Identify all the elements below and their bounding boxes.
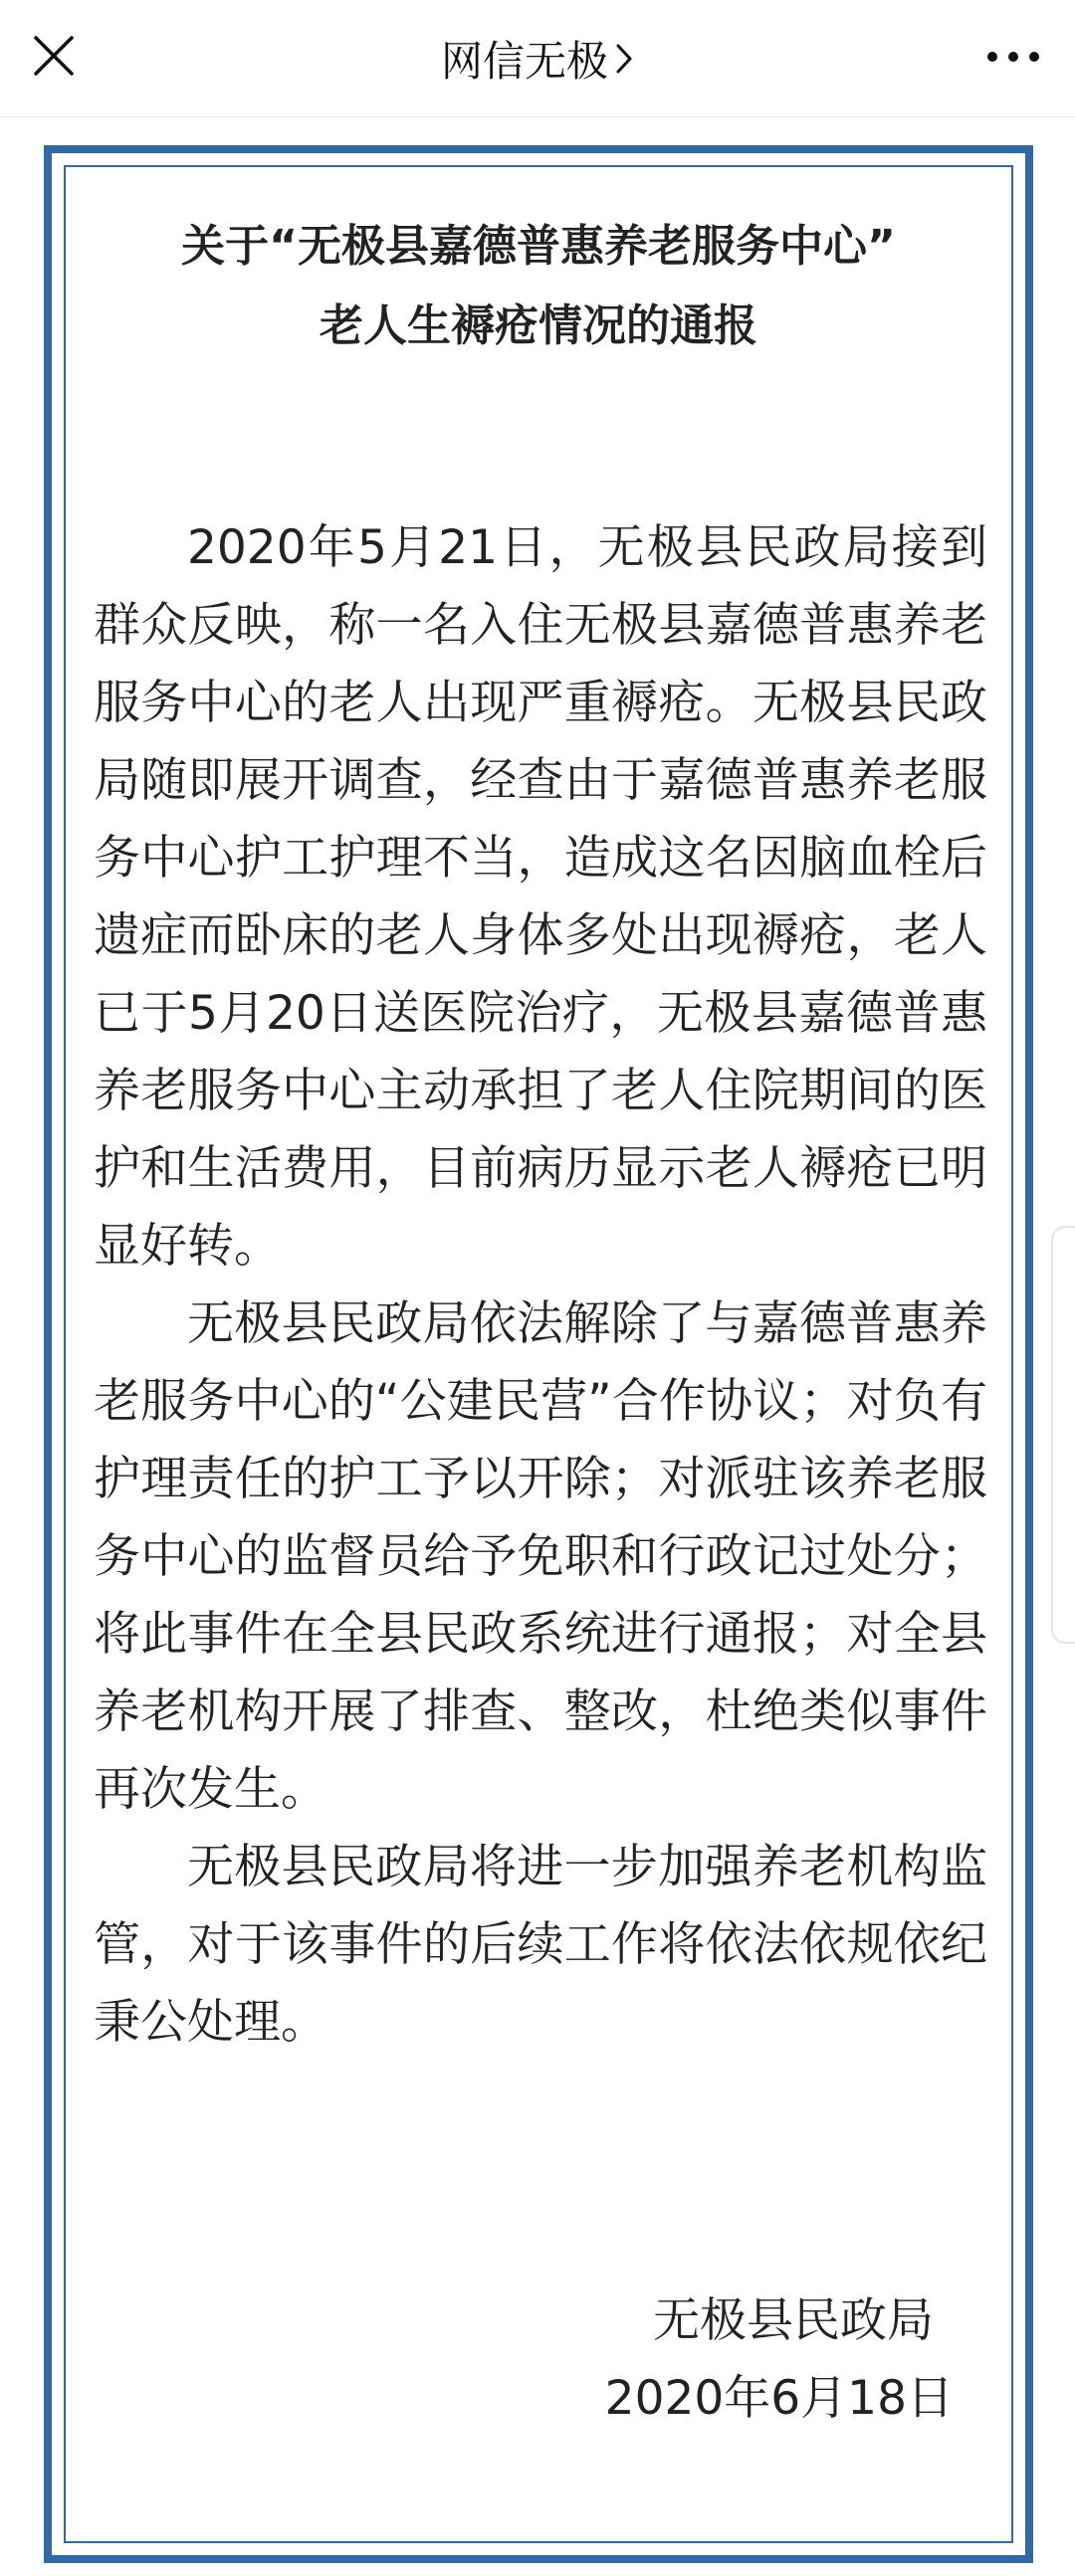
notice-title <box>66 207 1011 366</box>
close-button[interactable] <box>18 20 90 92</box>
notice-frame <box>44 145 1033 2563</box>
nav-title-container <box>0 0 1075 117</box>
notice-inner-border <box>64 165 1013 2543</box>
signature-organization: 无极县民政局 <box>653 2293 934 2348</box>
signature-block <box>605 2282 954 2438</box>
notice-title-line-1: 关于“无极县嘉德普惠养老服务中心” <box>181 221 896 272</box>
body-paragraph-1: 2020年5月21日，无极县民政局接到群众反映，称一名入住无极县嘉德普惠养老服务中心的老人出现严重褥疮。无极县民政局随即展开调查，经查由于嘉德普惠养老服务中心护工护理不当，造成这名因脑血栓后遗症而卧床的老人身体多处出现褥疮，老人已于5月20日送医院治疗，无极县嘉德普惠养老服务中心主动承担了老人住院期间的医护和生活费用，目前病历显示老人褥疮已明显好转。 <box>94 520 987 1274</box>
body-paragraph-3: 无极县民政局将进一步加强养老机构监管，对于该事件的后续工作将依法依规依纪秉公处理。 <box>94 1840 987 2050</box>
account-name-link[interactable] <box>441 29 634 89</box>
chevron-right-icon <box>614 42 634 76</box>
signature-date: 2020年6月18日 <box>604 2371 954 2426</box>
top-navigation-bar <box>0 0 1075 117</box>
notice-body <box>94 509 987 2062</box>
notice-title-line-2: 老人生褥疮情况的通报 <box>320 300 757 351</box>
more-options-button[interactable] <box>973 22 1053 92</box>
floating-side-handle[interactable] <box>1051 1226 1075 1644</box>
close-icon <box>32 34 76 78</box>
more-icon <box>985 50 1041 64</box>
account-name: 网信无极 <box>440 37 608 86</box>
body-paragraph-2: 无极县民政局依法解除了与嘉德普惠养老服务中心的“公建民营”合作协议；对负有护理责任的护工予以开除；对派驻该养老服务中心的监督员给予免职和行政记过处分；将此事件在全县民政系统进行通报；对全县养老机构开展了排查、整改，杜绝类似事件再次发生。 <box>94 1296 987 1817</box>
